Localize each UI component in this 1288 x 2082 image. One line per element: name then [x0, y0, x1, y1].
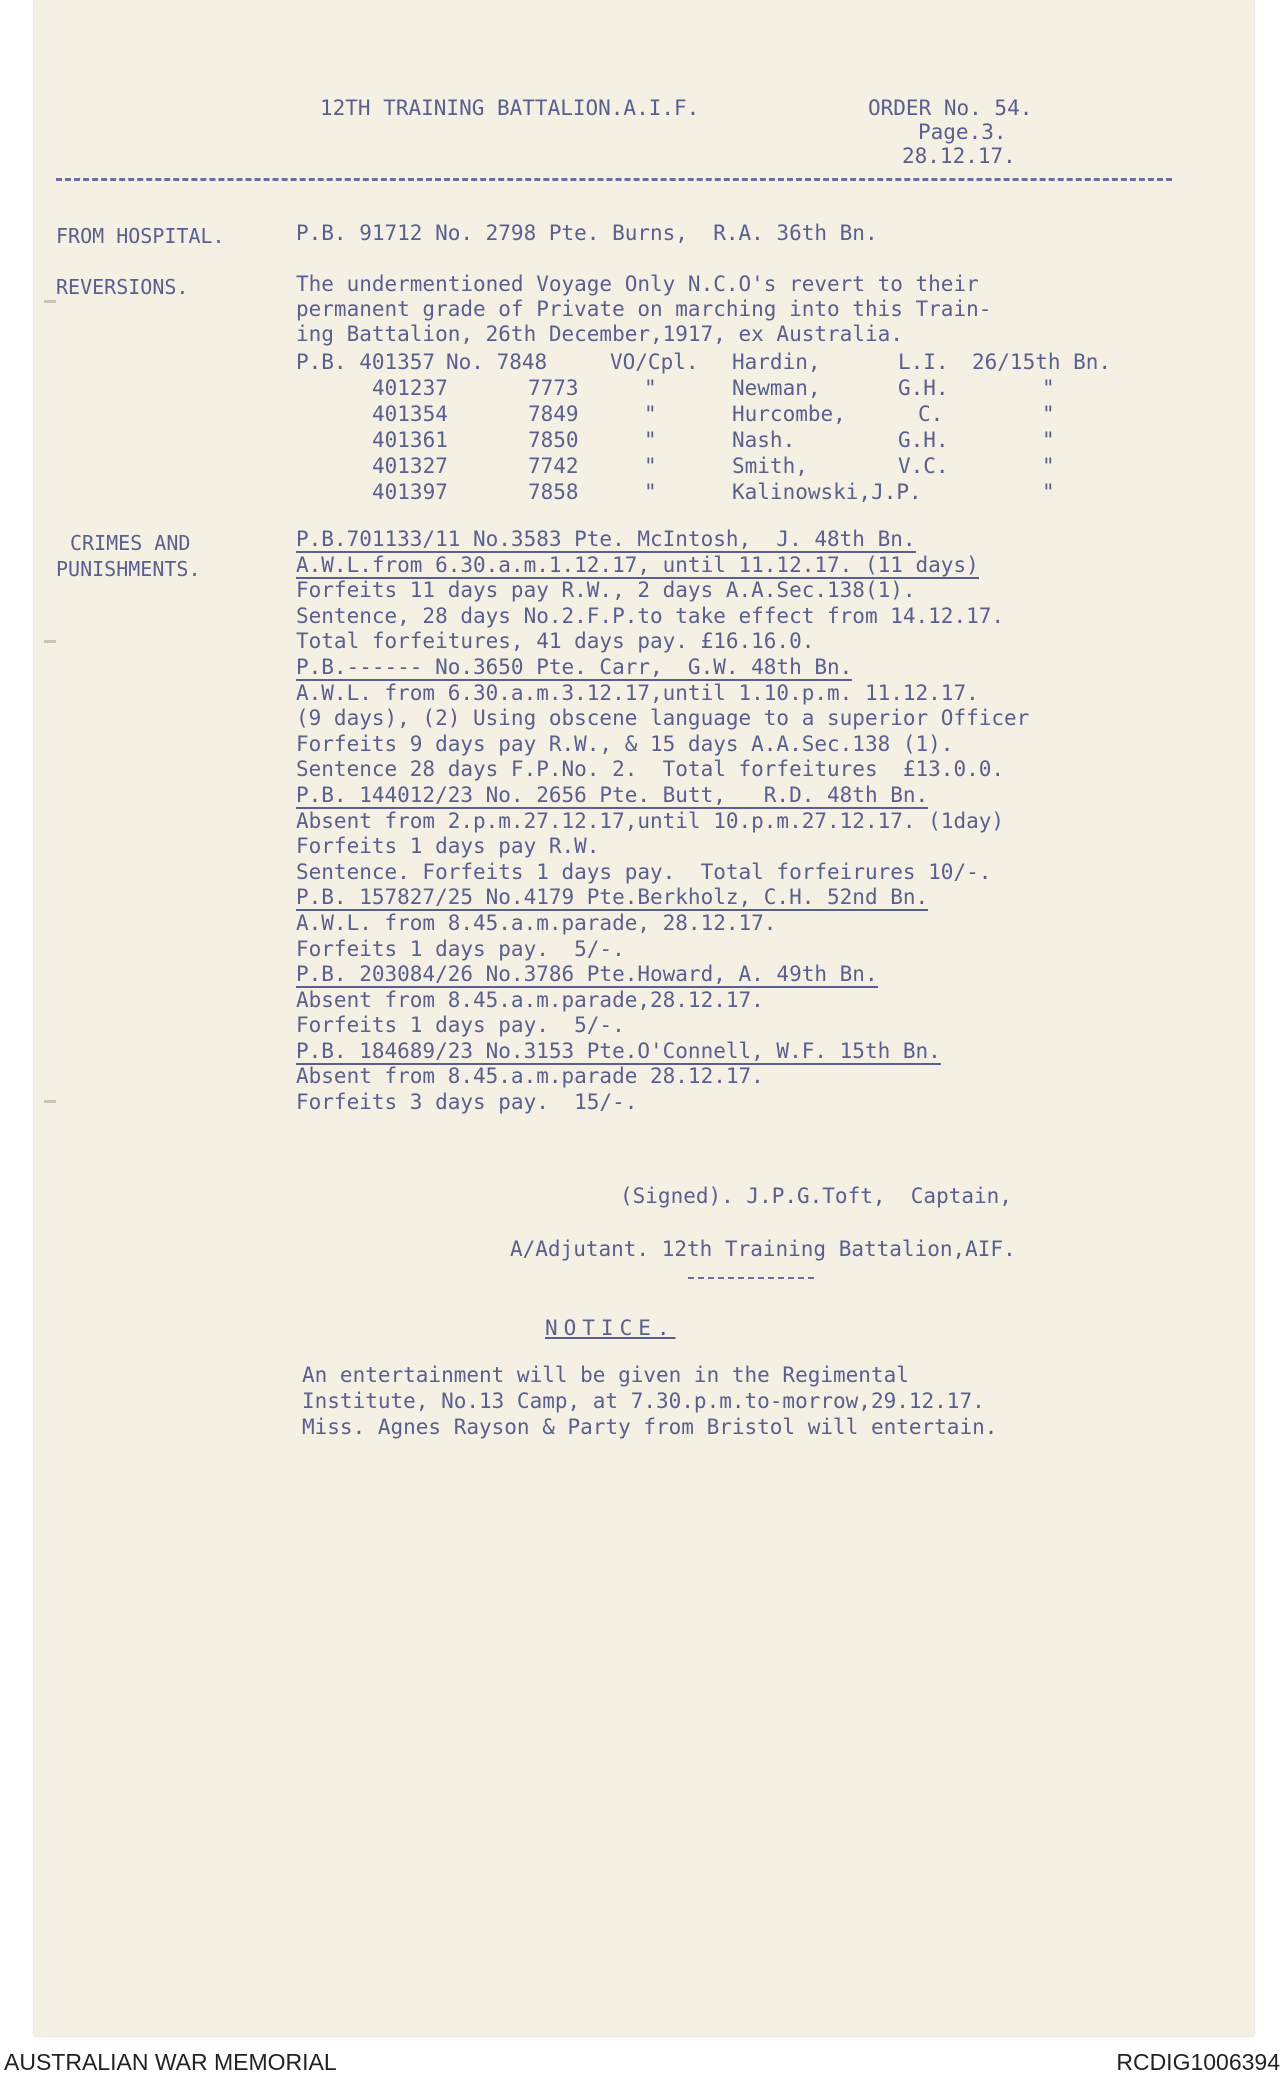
- crime-line: [296, 604, 1029, 630]
- archive-credit: AUSTRALIAN WAR MEMORIAL: [4, 2049, 337, 2075]
- crime-line-text: A.W.L.from 6.30.a.m.1.12.17, until 11.12.17. (11 days): [296, 552, 979, 577]
- header-divider: [56, 178, 1172, 181]
- crime-line: [296, 553, 1029, 579]
- surname: Hurcombe,: [732, 402, 846, 426]
- notice-heading: NOTICE.: [545, 1316, 676, 1340]
- regimental-number: 7849: [528, 402, 579, 426]
- battalion-title: 12TH TRAINING BATTALION.A.I.F.: [320, 96, 700, 120]
- crime-line-text: P.B. 203084/26 No.3786 Pte.Howard, A. 49th Bn.: [296, 962, 878, 987]
- initials: V.C.: [898, 454, 949, 478]
- unit: ": [1042, 376, 1055, 400]
- crime-line: [296, 527, 1029, 553]
- notice-line: Institute, No.13 Camp, at 7.30.p.m.to-morrow,29.12.17.: [302, 1389, 985, 1413]
- reversions-label: REVERSIONS.: [56, 275, 189, 299]
- binding-hole-mark: [44, 300, 56, 303]
- crime-line-text: Absent from 8.45.a.m.parade,28.12.17.: [296, 987, 764, 1012]
- notice-line: Miss. Agnes Rayson & Party from Bristol will entertain.: [302, 1415, 998, 1439]
- rank: VO/Cpl.: [610, 350, 699, 374]
- crime-line: [296, 1039, 1029, 1065]
- crime-line: [296, 1013, 1029, 1039]
- rank: ": [644, 402, 657, 426]
- rank: ": [644, 428, 657, 452]
- from-hospital-label: FROM HOSPITAL.: [56, 224, 225, 248]
- crimes-label-line2: PUNISHMENTS.: [56, 557, 201, 581]
- reversions-intro-1: The undermentioned Voyage Only N.C.O's revert to their: [296, 272, 979, 296]
- crime-line-text: A.W.L. from 8.45.a.m.parade, 28.12.17.: [296, 910, 777, 935]
- crime-line: [296, 911, 1029, 937]
- crime-line: [296, 783, 1029, 809]
- crime-line-text: P.B.------ No.3650 Pte. Carr, G.W. 48th Bn.: [296, 654, 853, 679]
- regimental-number: 7742: [528, 454, 579, 478]
- crime-line-text: Forfeits 1 days pay R.W.: [296, 834, 600, 859]
- adjutant-title: A/Adjutant. 12th Training Battalion,AIF.: [510, 1237, 1016, 1261]
- initials: C.: [918, 402, 944, 426]
- crime-line-text: (9 days), (2) Using obscene language to a superior Officer: [296, 706, 1030, 731]
- pb-number: 401237: [372, 376, 448, 400]
- rank: ": [644, 480, 657, 504]
- crime-line-text: Total forfeitures, 41 days pay. £16.16.0.: [296, 629, 815, 654]
- surname: Smith,: [732, 454, 808, 478]
- regimental-number: 7773: [528, 376, 579, 400]
- pb-number: 401354: [372, 402, 448, 426]
- initials: G.H.: [898, 428, 949, 452]
- crime-line: [296, 629, 1029, 655]
- crime-line-text: Forfeits 9 days pay R.W., & 15 days A.A.Sec.138 (1).: [296, 731, 954, 756]
- crime-line: [296, 732, 1029, 758]
- pb-number: 401327: [372, 454, 448, 478]
- unit: ": [1042, 480, 1055, 504]
- rank: ": [644, 454, 657, 478]
- crime-line-text: Sentence 28 days F.P.No. 2. Total forfeitures £13.0.0.: [296, 757, 1005, 782]
- pb-number: 401361: [372, 428, 448, 452]
- crime-line: [296, 937, 1029, 963]
- crime-line-text: P.B. 157827/25 No.4179 Pte.Berkholz, C.H. 52nd Bn.: [296, 885, 929, 910]
- page-number: Page.3.: [918, 120, 1007, 144]
- unit: ": [1042, 402, 1055, 426]
- crime-line-text: P.B. 144012/23 No. 2656 Pte. Butt, R.D. 48th Bn.: [296, 782, 929, 807]
- notice-line: An entertainment will be given in the Regimental: [302, 1363, 909, 1387]
- crime-line: [296, 1064, 1029, 1090]
- crime-line-text: Forfeits 11 days pay R.W., 2 days A.A.Sec.138(1).: [296, 578, 916, 603]
- crime-line-text: Forfeits 1 days pay. 5/-.: [296, 936, 625, 961]
- unit: ": [1042, 454, 1055, 478]
- surname: Hardin,: [732, 350, 821, 374]
- crime-line-text: Forfeits 3 days pay. 15/-.: [296, 1090, 638, 1115]
- crimes-entries: [296, 527, 1029, 1116]
- signature-divider: [688, 1277, 814, 1279]
- crime-line: [296, 681, 1029, 707]
- binding-hole-mark: [44, 1100, 56, 1103]
- crime-line-text: Sentence. Forfeits 1 days pay. Total forfeirures 10/-.: [296, 859, 992, 884]
- surname: Kalinowski,J.P.: [732, 480, 922, 504]
- rank: ": [644, 376, 657, 400]
- unit: 26/15th Bn.: [972, 350, 1112, 374]
- initials: L.I.: [898, 350, 949, 374]
- crime-line-text: Forfeits 1 days pay. 5/-.: [296, 1013, 625, 1038]
- crime-line-text: P.B. 184689/23 No.3153 Pte.O'Connell, W.F. 15th Bn.: [296, 1038, 941, 1063]
- regimental-number: 7850: [528, 428, 579, 452]
- crime-line-text: A.W.L. from 6.30.a.m.3.12.17,until 1.10.p.m. 11.12.17.: [296, 680, 979, 705]
- crime-line: [296, 578, 1029, 604]
- crime-line-text: P.B.701133/11 No.3583 Pte. McIntosh, J. 48th Bn.: [296, 527, 916, 551]
- surname: Newman,: [732, 376, 821, 400]
- crime-line: [296, 988, 1029, 1014]
- archive-id: RCDIG1006394: [1116, 2049, 1280, 2075]
- crimes-label-line1: CRIMES AND: [70, 531, 191, 555]
- pb-number: 401397: [372, 480, 448, 504]
- crime-line: [296, 962, 1029, 988]
- crime-line: [296, 706, 1029, 732]
- reversions-intro-2: permanent grade of Private on marching into this Train-: [296, 297, 992, 321]
- crime-line: [296, 809, 1029, 835]
- crime-line: [296, 834, 1029, 860]
- crime-line-text: Absent from 8.45.a.m.parade 28.12.17.: [296, 1064, 764, 1089]
- regimental-number: No. 7848: [446, 350, 548, 374]
- from-hospital-entry: P.B. 91712 No. 2798 Pte. Burns, R.A. 36th Bn.: [296, 221, 878, 245]
- initials: G.H.: [898, 376, 949, 400]
- order-date: 28.12.17.: [902, 144, 1016, 168]
- crime-line-text: Absent from 2.p.m.27.12.17,until 10.p.m.27.12.17. (1day): [296, 808, 1005, 833]
- unit: ": [1042, 428, 1055, 452]
- crime-line: [296, 757, 1029, 783]
- crime-line: [296, 655, 1029, 681]
- pb-number: P.B. 401357: [296, 350, 436, 374]
- binding-hole-mark: [44, 640, 56, 643]
- crime-line-text: Sentence, 28 days No.2.F.P.to take effect from 14.12.17.: [296, 603, 1005, 628]
- surname: Nash.: [732, 428, 796, 452]
- crime-line: [296, 860, 1029, 886]
- reversions-intro-3: ing Battalion, 26th December,1917, ex Australia.: [296, 322, 903, 346]
- notice-body: [302, 1362, 997, 1440]
- signature-line: (Signed). J.P.G.Toft, Captain,: [620, 1184, 1012, 1208]
- regimental-number: 7858: [528, 480, 579, 504]
- crime-line: [296, 885, 1029, 911]
- order-number: ORDER No. 54.: [868, 96, 1033, 120]
- crime-line: [296, 1090, 1029, 1116]
